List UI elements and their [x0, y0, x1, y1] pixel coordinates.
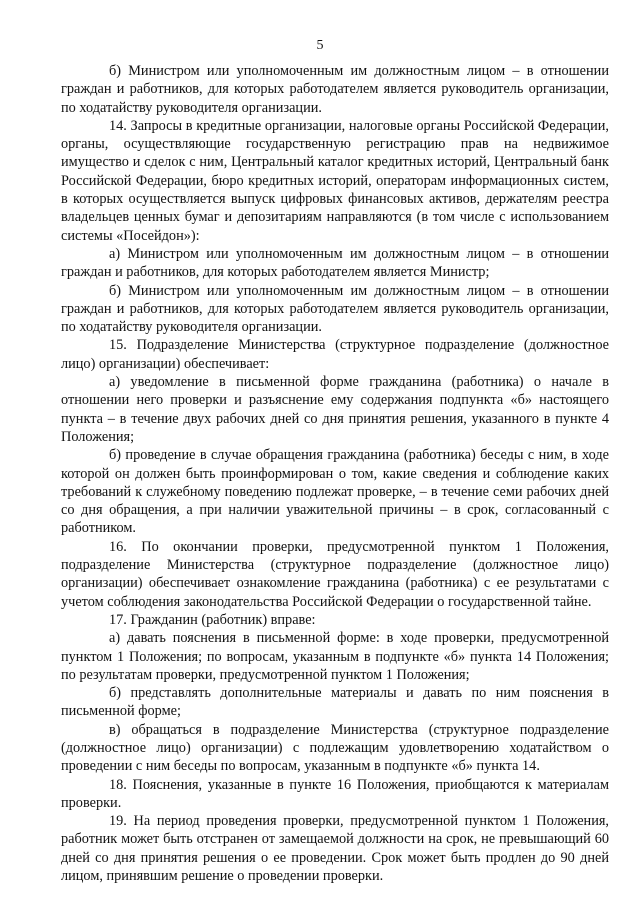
paragraph-15a: а) уведомление в письменной форме гражданина (работника) о начале в отношении него проверки и разъяснение ему содержания подпункта «б» настоящего пункта – в течение двух рабочих дней со дня принятия решения, указанного в пункте 4 Положения; [61, 374, 609, 445]
document-body [61, 62, 609, 885]
paragraph-15b: б) проведение в случае обращения гражданина (работника) беседы с ним, в ходе которой он должен быть проинформирован о том, какие сведения и соблюдение каких требований к служебному поведению подлежат проверке, – в течение семи рабочих дней со дня обращения, а при наличии уважительной причины – в срок, согласованный с работником. [61, 447, 609, 537]
page-number: 5 [316, 38, 324, 53]
paragraph-17a: а) давать пояснения в письменной форме: в ходе проверки, предусмотренной пунктом 1 Положения; по вопросам, указанным в подпункте «б» пункта 14 Положения; по результатам проверки, предусмотренной пунктом 1 Положения; [61, 630, 609, 683]
paragraph-17: 17. Гражданин (работник) вправе: [109, 611, 316, 628]
paragraph-15: 15. Подразделение Министерства (структурное подразделение (должностное лицо) организации) обеспечивает: [61, 337, 609, 372]
paragraph-14: 14. Запросы в кредитные организации, налоговые органы Российской Федерации, органы, осуществляющие государственную регистрацию прав на недвижимое имущество и сделок с ним, Центральный каталог кредитных историй, Центральный банк Российской Федерации, бюро кредитных историй, операторам информационных систем, в которых осуществляется выпуск цифровых финансовых активов, держателям реестра владельцев ценных бумаг и депозитариям направляются (в том числе с использованием системы «Посейдон»): [61, 117, 609, 244]
paragraph-18: 18. Пояснения, указанные в пункте 16 Положения, приобщаются к материалам проверки. [61, 776, 609, 811]
paragraph-13b: б) Министром или уполномоченным им должностным лицом – в отношении граждан и работников, для которых работодателем является руководитель организации, по ходатайству руководителя организации. [61, 63, 609, 116]
paragraph-14b: б) Министром или уполномоченным им должностным лицом – в отношении граждан и работников, для которых работодателем является руководитель организации, по ходатайству руководителя организации. [61, 282, 609, 336]
paragraph-17c: в) обращаться в подразделение Министерства (структурное подразделение (должностное лицо) организации) с подлежащим удовлетворению ходатайством о проведении с ним беседы по вопросам, указанным в подпункте «б» пункта 14. [61, 721, 609, 775]
paragraph-17b: б) представлять дополнительные материалы и давать по ним пояснения в письменной форме; [61, 685, 609, 720]
paragraph-14a: а) Министром или уполномоченным им должностным лицом – в отношении граждан и работников, для которых работодателем является Министр; [61, 245, 609, 281]
paragraph-19: 19. На период проведения проверки, предусмотренной пунктом 1 Положения, работник может быть отстранен от замещаемой должности на срок, не превышающий 60 дней со дня принятия решения о ее проведении. Срок может быть продлен до 90 дней лицом, принявшим решение о проведении проверки. [61, 813, 609, 885]
paragraph-16: 16. По окончании проверки, предусмотренной пунктом 1 Положения, подразделение Министерства (структурное подразделение (должностное лицо) организации) обеспечивает ознакомление гражданина (работника) с ее результатами с учетом соблюдения законодательства Российской Федерации о государственной тайне. [61, 538, 609, 610]
